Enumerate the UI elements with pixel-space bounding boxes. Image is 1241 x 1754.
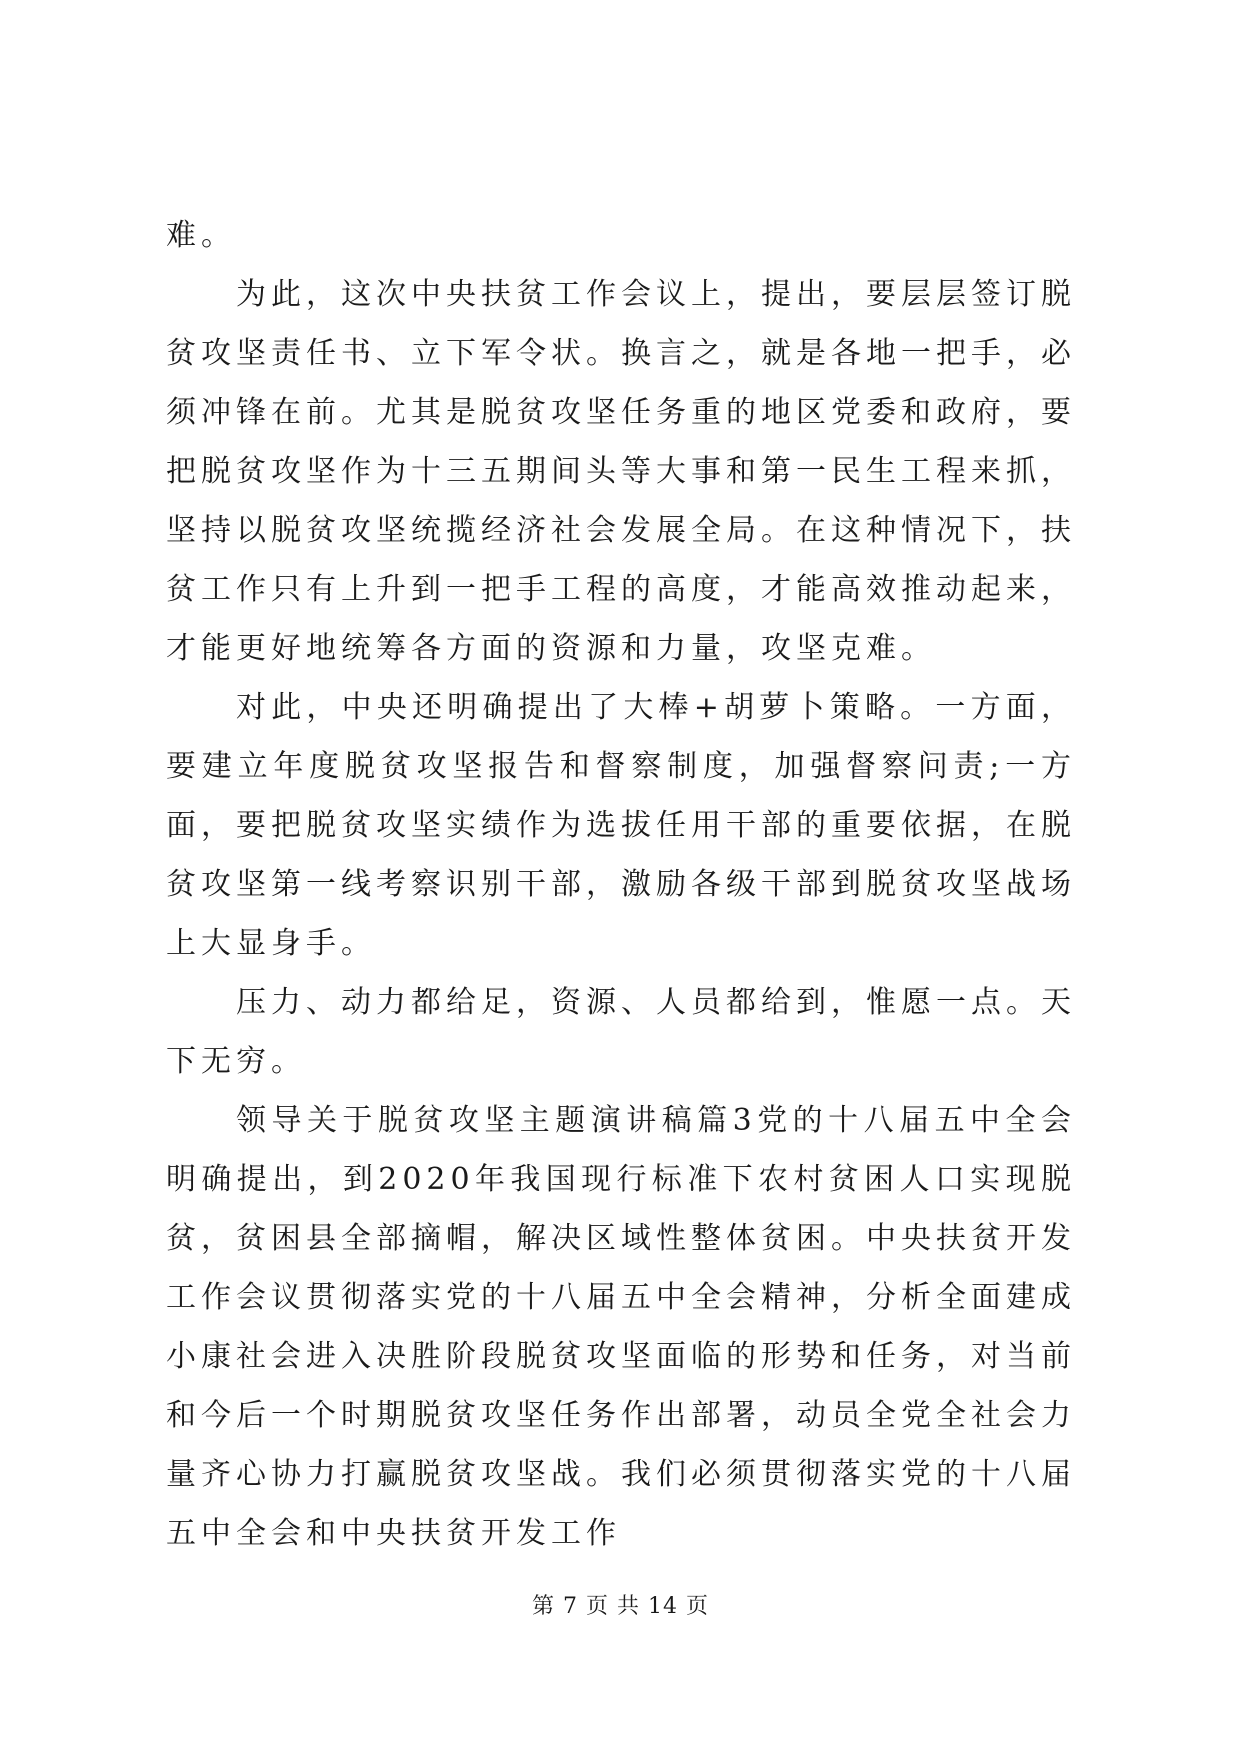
paragraph: 领导关于脱贫攻坚主题演讲稿篇3党的十八届五中全会明确提出，到2020年我国现行标准下农村贫困人口实现脱贫，贫困县全部摘帽，解决区域性整体贫困。中央扶贫开发工作会议贯彻落实党的十八届五中全会精神，分析全面建成小康社会进入决胜阶段脱贫攻坚面临的形势和任务，对当前和今后一个时期脱贫攻坚任务作出部署，动员全党全社会力量齐心协力打赢脱贫攻坚战。我们必须贯彻落实党的十八届五中全会和中央扶贫开发工作 <box>166 1103 1076 1551</box>
paragraph: 对此，中央还明确提出了大棒+胡萝卜策略。一方面，要建立年度脱贫攻坚报告和督察制度，加强督察问责;一方面，要把脱贫攻坚实绩作为选拔任用干部的重要依据，在脱贫攻坚第一线考察识别干部，激励各级干部到脱贫攻坚战场上大显身手。 <box>166 690 1076 961</box>
paragraph: 压力、动力都给足，资源、人员都给到，惟愿一点。天下无穷。 <box>166 985 1076 1079</box>
paragraph-continuation: 难。 <box>166 218 236 253</box>
paragraph: 为此，这次中央扶贫工作会议上，提出，要层层签订脱贫攻坚责任书、立下军令状。换言之，就是各地一把手，必须冲锋在前。尤其是脱贫攻坚任务重的地区党委和政府，要把脱贫攻坚作为十三五期间头等大事和第一民生工程来抓，坚持以脱贫攻坚统揽经济社会发展全局。在这种情况下，扶贫工作只有上升到一把手工程的高度，才能高效推动起来，才能更好地统筹各方面的资源和力量，攻坚克难。 <box>166 277 1076 666</box>
page-number-footer: 第 7 页 共 14 页 <box>532 1594 709 1619</box>
body-text <box>166 206 1076 1563</box>
